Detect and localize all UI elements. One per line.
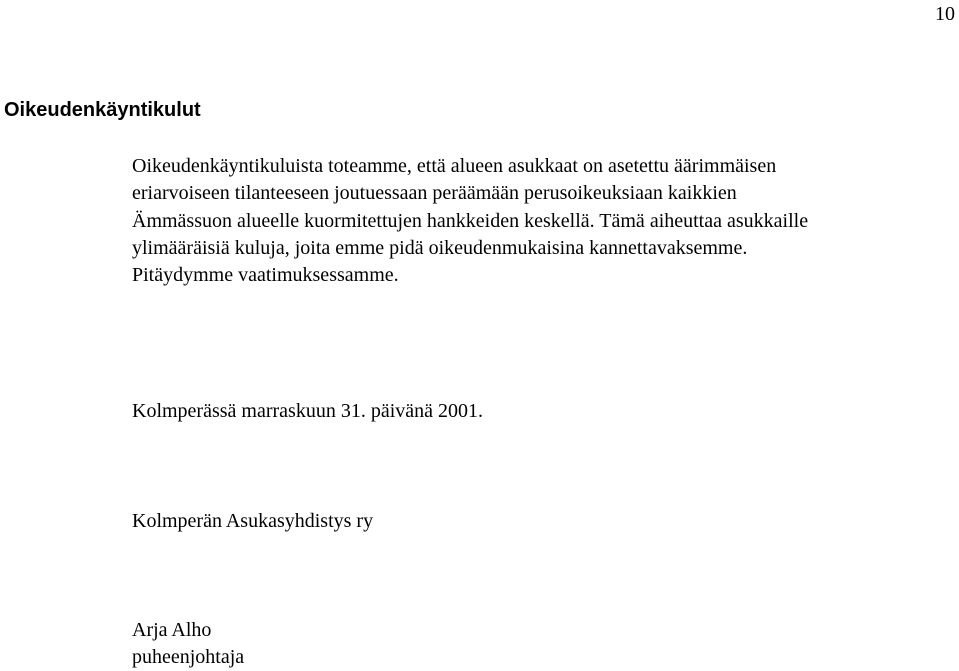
signature-block — [132, 617, 952, 671]
paragraph-line: ylimääräisiä kuluja, joita emme pidä oikeudenmukaisina kannettavaksemme. — [132, 236, 748, 259]
signer-name: Arja Alho — [132, 619, 212, 641]
section-heading: Oikeudenkäyntikulut — [4, 99, 201, 121]
paragraph-line: eriarvoiseen tilanteeseen joutuessaan peräämään perusoikeuksiaan kaikkien — [132, 182, 737, 205]
page-number: 10 — [935, 3, 955, 25]
paragraph-line: Oikeudenkäyntikuluista toteamme, että alueen asukkaat on asetettu äärimmäisen — [132, 155, 777, 177]
organization-name: Kolmperän Asukasyhdistys ry — [132, 510, 374, 532]
paragraph-line: Ämmässuon alueelle kuormitettujen hankkeiden keskellä. Tämä aiheuttaa asukkaille — [132, 209, 809, 232]
body-paragraph — [132, 153, 952, 289]
signer-title: puheenjohtaja — [132, 646, 245, 668]
date-place-line: Kolmperässä marraskuun 31. päivänä 2001. — [132, 400, 484, 422]
paragraph-line: Pitäydymme vaatimuksessamme. — [132, 264, 399, 287]
